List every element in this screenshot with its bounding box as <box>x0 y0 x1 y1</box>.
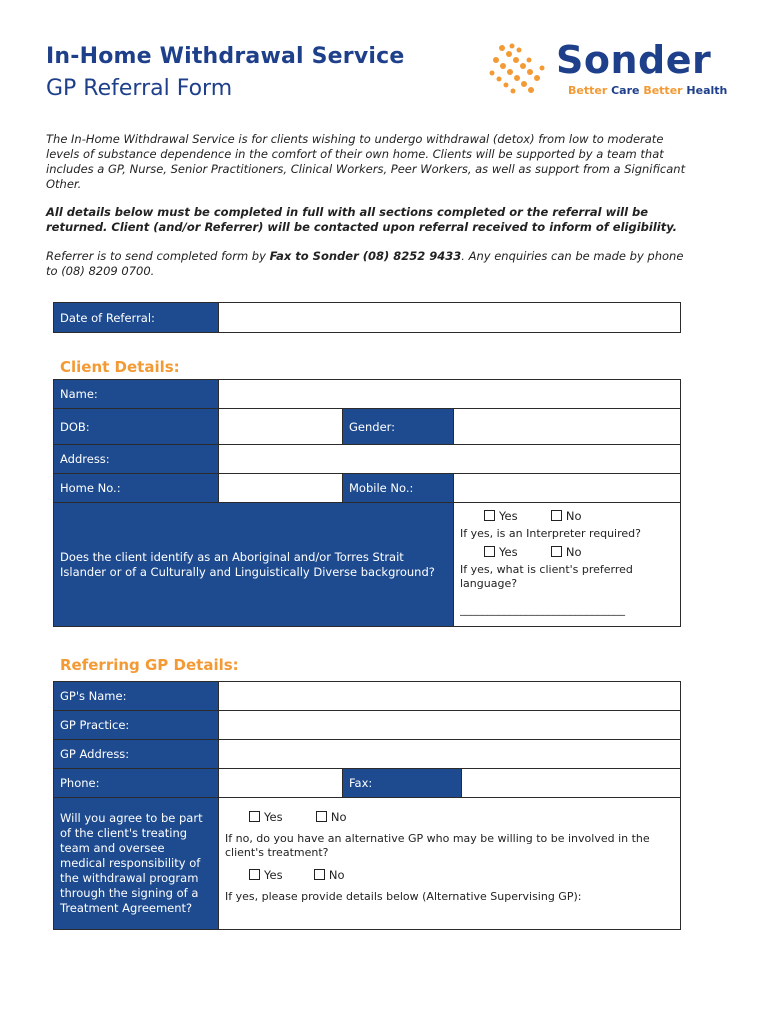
gp-name-field[interactable] <box>219 682 681 711</box>
interpreter-yes-option[interactable]: Yes <box>484 545 518 559</box>
gp-fax-label: Fax: <box>343 769 462 798</box>
client-address-field[interactable] <box>219 445 681 474</box>
gp-agree-no-checkbox[interactable] <box>316 811 327 822</box>
intro-text: The In-Home Withdrawal Service is for clients wishing to undergo withdrawal (detox) from low to moderate levels of substance dependence in the comfort of their own home. Clients will be supported by a team that includes a GP, Nurse, Senior Practitioners, Clinical Workers, Peer Workers, as well as support from a Significant Other. <box>46 132 686 191</box>
completion-notice: All details below must be completed in full with all sections completed or the referral will be returned. Client (and/or Referrer) will be contacted upon referral received to inform of eligibility. <box>46 205 678 234</box>
interpreter-no-checkbox[interactable] <box>551 546 562 557</box>
alt-gp-question: If no, do you have an alternative GP who may be willing to be involved in the client's treatment? <box>225 832 650 859</box>
client-gender-label: Gender: <box>343 409 454 445</box>
referral-date-table <box>53 302 681 333</box>
gp-phone-label: Phone: <box>54 769 219 798</box>
gp-phone-field[interactable] <box>219 769 343 798</box>
gp-fax-field[interactable] <box>462 769 681 798</box>
language-question: If yes, what is client's preferred language? <box>460 563 633 590</box>
interpreter-question: If yes, is an Interpreter required? <box>460 527 641 540</box>
logo-wordmark: Sonder <box>556 38 712 82</box>
language-answer-line[interactable]: ______________________________ <box>460 603 625 616</box>
gp-agree-yes-checkbox[interactable] <box>249 811 260 822</box>
alt-gp-no-checkbox[interactable] <box>314 869 325 880</box>
date-of-referral-label: Date of Referral: <box>54 303 219 333</box>
gp-agree-yes-option[interactable]: Yes <box>249 810 283 824</box>
client-gender-field[interactable] <box>454 409 681 445</box>
gp-agree-question: Will you agree to be part of the client's treating team and oversee medical responsibility of the withdrawal program through the signing of a Treatment Agreement? <box>54 798 219 930</box>
gp-name-label: GP's Name: <box>54 682 219 711</box>
atsi-no-checkbox[interactable] <box>551 510 562 521</box>
client-name-label: Name: <box>54 380 219 409</box>
atsi-yes-checkbox[interactable] <box>484 510 495 521</box>
gp-details-heading: Referring GP Details: <box>60 656 239 674</box>
atsi-question-label: Does the client identify as an Aboriginal and/or Torres Strait Islander or of a Culturally and Linguistically Diverse background? <box>54 503 454 627</box>
form-title: In-Home Withdrawal Service <box>46 44 405 69</box>
client-mobile-label: Mobile No.: <box>343 474 454 503</box>
gp-practice-field[interactable] <box>219 711 681 740</box>
sonder-logo-mark-icon <box>488 40 550 100</box>
client-details-heading: Client Details: <box>60 358 180 376</box>
fax-instructions: Referrer is to send completed form by Fax to Sonder (08) 8252 9433. Any enquiries can be made by phone to (08) 8209 0700. <box>46 249 684 278</box>
gp-address-label: GP Address: <box>54 740 219 769</box>
gp-agree-answer-cell <box>219 798 681 930</box>
alt-gp-details-prompt: If yes, please provide details below (Alternative Supervising GP): <box>225 890 582 903</box>
gp-practice-label: GP Practice: <box>54 711 219 740</box>
date-of-referral-field[interactable] <box>219 303 681 333</box>
client-mobile-field[interactable] <box>454 474 681 503</box>
form-subtitle: GP Referral Form <box>46 76 233 101</box>
client-name-field[interactable] <box>219 380 681 409</box>
gp-agree-no-option[interactable]: No <box>316 810 347 824</box>
client-address-label: Address: <box>54 445 219 474</box>
client-dob-field[interactable] <box>219 409 343 445</box>
client-dob-label: DOB: <box>54 409 219 445</box>
alt-gp-no-option[interactable]: No <box>314 868 345 882</box>
client-details-table <box>53 379 681 627</box>
alt-gp-yes-checkbox[interactable] <box>249 869 260 880</box>
alt-gp-yes-option[interactable]: Yes <box>249 868 283 882</box>
gp-address-field[interactable] <box>219 740 681 769</box>
atsi-yes-option[interactable]: Yes <box>484 509 518 523</box>
interpreter-yes-checkbox[interactable] <box>484 546 495 557</box>
atsi-no-option[interactable]: No <box>551 509 582 523</box>
logo-tagline: Better Care Better Health <box>568 84 728 97</box>
atsi-answer-cell <box>454 503 681 627</box>
sonder-logo <box>488 40 728 102</box>
gp-details-table <box>53 681 681 930</box>
interpreter-no-option[interactable]: No <box>551 545 582 559</box>
client-home-label: Home No.: <box>54 474 219 503</box>
client-home-field[interactable] <box>219 474 343 503</box>
